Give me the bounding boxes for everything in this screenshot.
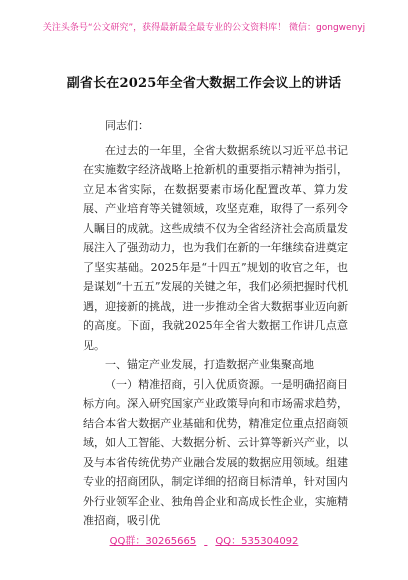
footer-qq-group: QQ群：30265665 xyxy=(109,536,197,547)
greeting: 同志们： xyxy=(105,119,149,132)
document-body xyxy=(83,116,348,531)
header-banner: 关注头条号“公文研究”，获得最新最全最专业的公文资料库！ 微信：gongwenyj xyxy=(42,23,366,33)
paragraph-intro: 在过去的一年里，全省大数据系统以习近平总书记在实施数字经济战略上抢新机的重要指示精神为指引，立足本省实际，在数据要素市场化配置改革、算力发展、产业培育等关键领域，攻坚克难，取得了一系列令人瞩目的成就。这些成绩不仅为全省经济社会高质量发展注入了强劲动力，也为我们在新的一年继续奋进奠定了坚实基础。2025年是“十四五”规划的收官之年，也是谋划“十五五”发展的关键之年，我们必须把握时代机遇，迎接新的挑战，进一步推动全省大数据事业迈向新的高度。下面，我就2025年全省大数据工作讲几点意见。 xyxy=(83,143,348,352)
section-heading-1: 一、锚定产业发展，打造数据产业集聚高地 xyxy=(105,358,314,371)
document-title: 副省长在2025年全省大数据工作会议上的讲话 xyxy=(66,76,342,91)
paragraph-subsection-1: （一）精准招商，引入优质资源。一是明确招商目标方向。深入研究国家产业政策导向和市场需求趋势，结合本省大数据产业基础和优势，精准定位重点招商领域，如人工智能、大数据分析、云计算等新兴产业，以及与本省传统优势产业融合发展的数据应用领域。组建专业的招商团队，制定详细的招商目标清单，针对国内外行业领军企业、独角兽企业和高成长性企业，实施精准招商，吸引优 xyxy=(83,377,348,527)
footer-qq: QQ：535304092 xyxy=(215,536,299,547)
footer-contact xyxy=(0,532,408,547)
